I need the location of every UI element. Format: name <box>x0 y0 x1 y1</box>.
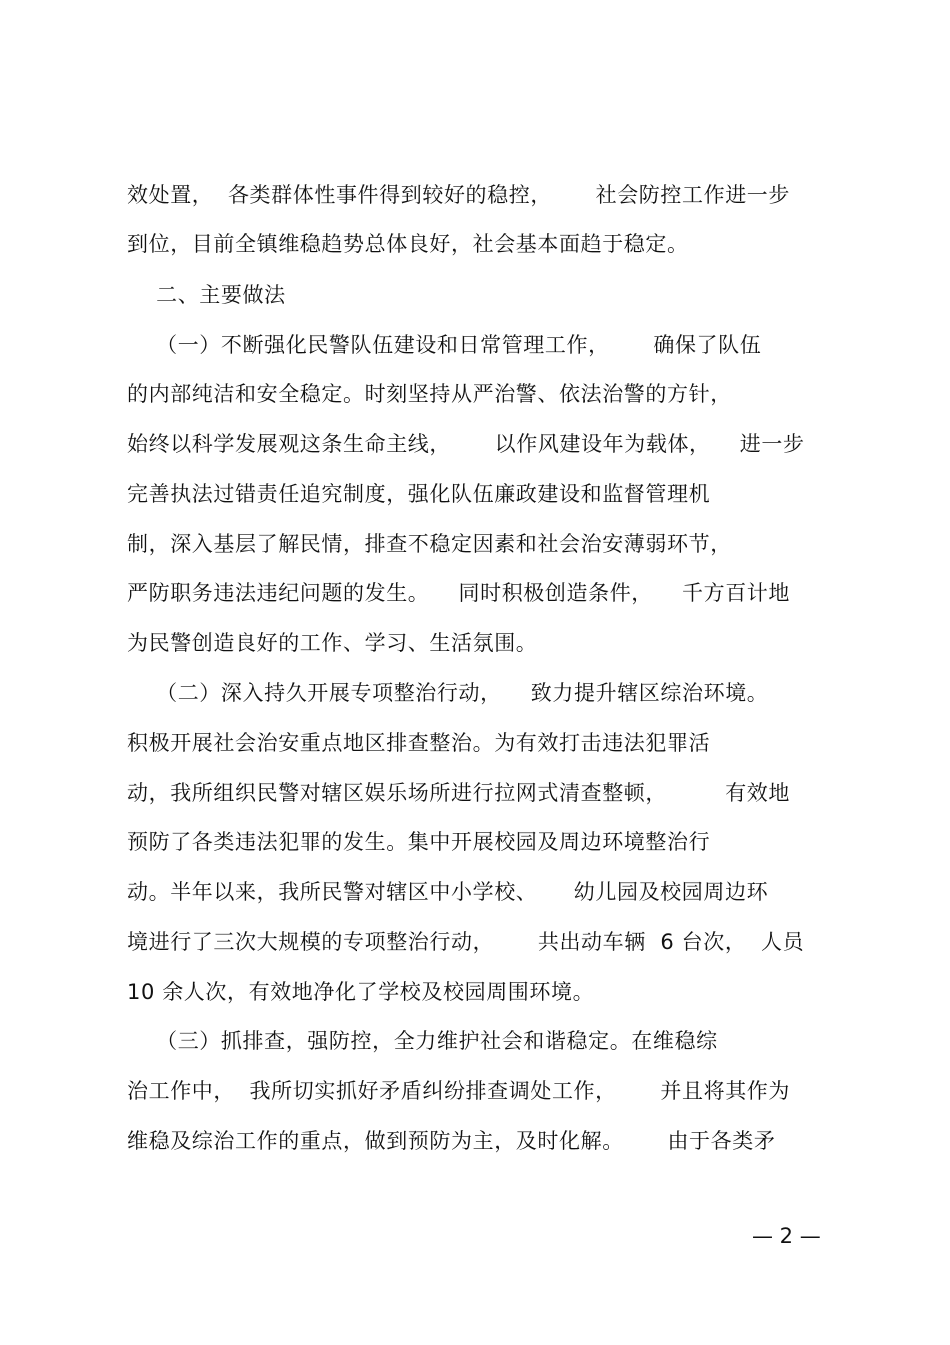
text-line: 完善执法过错责任追究制度，强化队伍廉政建设和监督管理机 <box>127 482 711 506</box>
text-line: 境进行了三次大规模的专项整治行动， 共出动车辆 6 台次， 人员 <box>127 930 805 954</box>
text-line: 动。半年以来，我所民警对辖区中小学校、 幼儿园及校园周边环 <box>127 880 769 904</box>
text-line: 为民警创造良好的工作、学习、生活氛围。 <box>127 631 538 655</box>
text-line: （一）不断强化民警队伍建设和日常管理工作， 确保了队伍 <box>127 333 762 357</box>
section-heading: 二、主要做法 <box>127 283 286 307</box>
text-line: 10 余人次，有效地净化了学校及校园周围环境。 <box>127 980 595 1004</box>
text-line: 严防职务违法违纪问题的发生。 同时积极创造条件， 千方百计地 <box>127 581 790 605</box>
text-line: 动，我所组织民警对辖区娱乐场所进行拉网式清查整顿， 有效地 <box>127 781 790 805</box>
text-line: 积极开展社会治安重点地区排查整治。为有效打击违法犯罪活 <box>127 731 711 755</box>
page-number: — 2 — <box>752 1224 821 1248</box>
text-line: 到位，目前全镇维稳趋势总体良好，社会基本面趋于稳定。 <box>127 232 689 256</box>
text-line: 效处置， 各类群体性事件得到较好的稳控， 社会防控工作进一步 <box>127 183 790 207</box>
text-line: 治工作中， 我所切实抓好矛盾纠纷排查调处工作， 并且将其作为 <box>127 1079 790 1103</box>
text-line: （二）深入持久开展专项整治行动， 致力提升辖区综治环境。 <box>127 681 769 705</box>
text-line: 维稳及综治工作的重点，做到预防为主，及时化解。 由于各类矛 <box>127 1129 776 1153</box>
text-line: 始终以科学发展观这条生命主线， 以作风建设年为载体， 进一步 <box>127 432 805 456</box>
text-line: 制，深入基层了解民情，排查不稳定因素和社会治安薄弱环节， <box>127 532 732 556</box>
text-line: 的内部纯洁和安全稳定。时刻坚持从严治警、依法治警的方针， <box>127 382 732 406</box>
text-line: 预防了各类违法犯罪的发生。集中开展校园及周边环境整治行 <box>127 830 711 854</box>
text-line: （三）抓排查，强防控，全力维护社会和谐稳定。在维稳综 <box>127 1029 718 1053</box>
